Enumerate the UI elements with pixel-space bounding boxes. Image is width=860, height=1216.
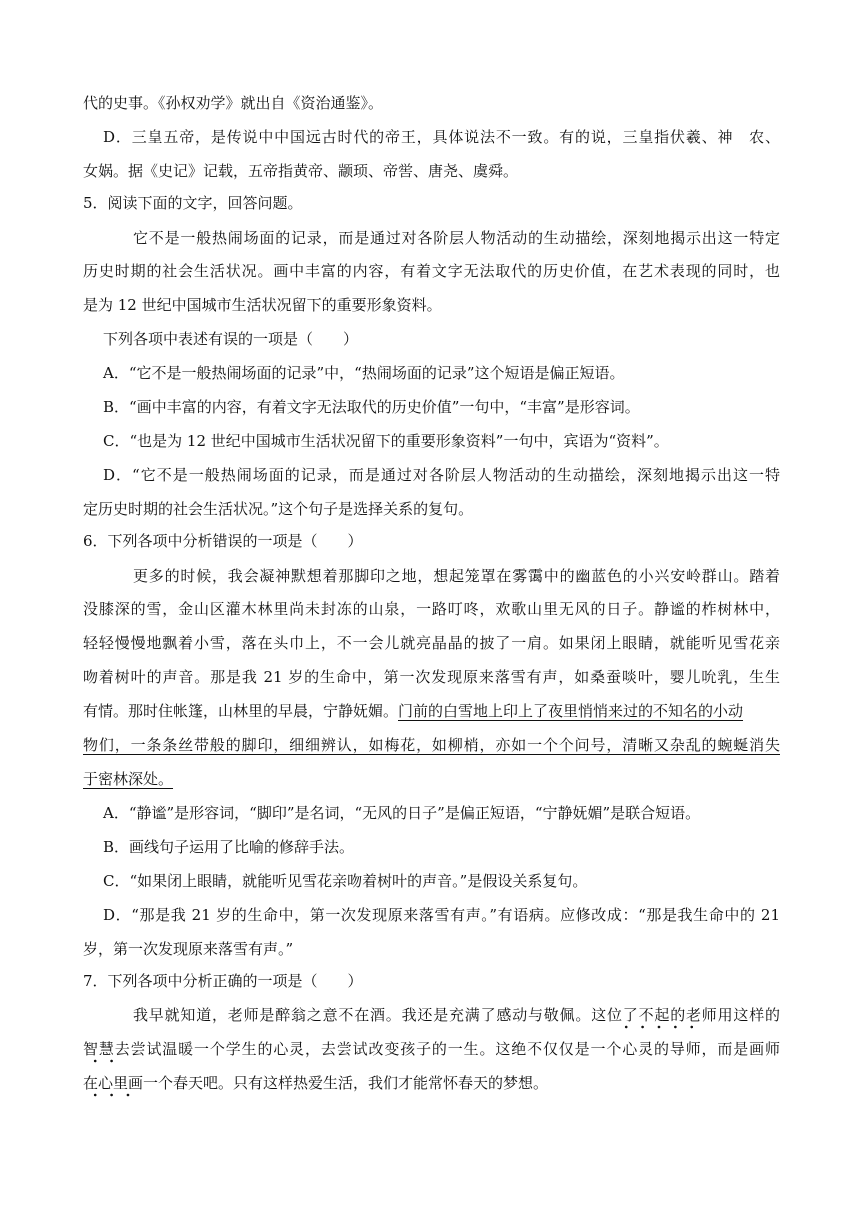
text: 没膝深的雪，金山区灌木林里尚未封冻的山泉，一路叮咚，欢歌山里无风的日子。静谧的柞树林中， (83, 600, 780, 618)
option-line (0, 796, 860, 830)
text: 我早就知道，老师是醉翁之意不在酒。我还是充满了感动与敬佩。这位了不起的老师用这样的 (133, 1006, 780, 1024)
text: 轻轻慢慢地飘着小雪，落在头巾上，不一会儿就亮晶晶的披了一肩。如果闭上眼睛，就能听见雪花亲 (83, 634, 780, 652)
text: 女娲。据《史记》记载，五帝指黄帝、颛顼、帝喾、唐尧、虞舜。 (83, 162, 519, 180)
emphasis-dots (83, 1093, 133, 1097)
passage-line (0, 288, 860, 322)
option-line (0, 932, 860, 966)
option-b: B．画线句子运用了比喻的修辞手法。 (103, 838, 355, 856)
passage-line (0, 1066, 860, 1100)
question-7: 7．下列各项中分析正确的一项是（ ） (83, 972, 363, 990)
text-line (0, 86, 860, 120)
question-line (0, 524, 860, 558)
text: 更多的时候，我会凝神默想着那脚印之地，想起笼罩在雾霭中的幽蓝色的小兴安岭群山。踏着 (133, 567, 780, 585)
text: 智慧去尝试温暖一个学生的心灵，去尝试改变孩子的一生。这绝不仅仅是一个心灵的导师，而是画师 (83, 1040, 780, 1058)
emphasis-dots (83, 1059, 115, 1063)
option-a: A．“它不是一般热闹场面的记录”中，“热闹场面的记录”这个短语是偏正短语。 (103, 364, 625, 382)
text: 在心里画一个春天吧。只有这样热爱生活，我们才能常怀春天的梦想。 (83, 1074, 549, 1092)
option-line (0, 390, 860, 424)
option-line (0, 356, 860, 390)
passage-line (0, 762, 860, 796)
text-line (0, 154, 860, 188)
text: 历史时期的社会生活状况。画中丰富的内容，有着文字无法取代的历史价值，在艺术表现的同时，也 (83, 262, 780, 280)
underlined-sentence: 于密林深处。 (83, 770, 174, 788)
question-line (0, 322, 860, 356)
option-c: C．“也是为 12 世纪中国城市生活状况留下的重要形象资料”一句中，宾语为“资料”。 (103, 432, 669, 450)
passage-line (0, 626, 860, 660)
option-line (0, 830, 860, 864)
underlined-sentence: 门前的白雪地上印上了夜里悄悄来过的不知名的小动 (398, 702, 744, 720)
emphasis-dots (614, 1025, 698, 1029)
text: 代的史事。《孙权劝学》就出自《资治通鉴》。 (83, 94, 384, 112)
passage-line (0, 592, 860, 626)
question-line (0, 964, 860, 998)
option-line (0, 120, 860, 154)
text: 它不是一般热闹场面的记录，而是通过对各阶层人物活动的生动描绘，深刻地揭示出这一特定 (133, 229, 780, 247)
passage-line (0, 254, 860, 288)
text: 岁，第一次发现原来落雪有声。” (83, 940, 294, 958)
text: 吻着树叶的声音。那是我 21 岁的生命中，第一次发现原来落雪有声，如桑蚕啖叶，婴儿吮乳，生生 (83, 668, 780, 686)
option-b: B．“画中丰富的内容，有着文字无法取代的历史价值”一句中，“丰富”是形容词。 (103, 398, 640, 416)
passage-line (0, 1032, 860, 1066)
text: 下列各项中表述有误的一项是（ ） (103, 330, 359, 348)
option-line (0, 424, 860, 458)
question-line (0, 186, 860, 220)
underlined-sentence: 物们，一条条丝带般的脚印，细细辨认，如梅花，如柳梢，亦如一个个问号，清晰又杂乱的蜿蜒消失 (83, 736, 780, 754)
option-a: A．“静谧”是形容词，“脚印”是名词，“无风的日子”是偏正短语，“宁静妩媚”是联合短语。 (103, 804, 701, 822)
passage-line (0, 559, 860, 593)
passage-line (0, 998, 860, 1032)
option-line (0, 864, 860, 898)
text: 定历史时期的社会生活状况。”这个句子是选择关系的复句。 (83, 500, 474, 518)
question-6: 6．下列各项中分析错误的一项是（ ） (83, 532, 363, 550)
passage-line (0, 728, 860, 762)
question-5: 5．阅读下面的文字，回答问题。 (83, 194, 303, 212)
option-d: D．“那是我 21 岁的生命中，第一次发现原来落雪有声。”有语病。应修改成：“那是我生命中的 21 (103, 906, 780, 924)
option-c: C．“如果闭上眼睛，就能听见雪花亲吻着树叶的声音。”是假设关系复句。 (103, 872, 588, 890)
option-line (0, 898, 860, 932)
text: 是为 12 世纪中国城市生活状况留下的重要形象资料。 (83, 296, 442, 314)
passage-line (0, 694, 860, 728)
text: D．三皇五帝，是传说中中国远古时代的帝王，具体说法不一致。有的说，三皇指伏羲、神 农、 (103, 128, 780, 146)
option-line (0, 492, 860, 526)
passage-line (0, 660, 860, 694)
text: 有情。那时住帐篷，山林里的早晨，宁静妩媚。 (83, 702, 399, 720)
passage-line (0, 221, 860, 255)
option-d: D．“它不是一般热闹场面的记录，而是通过对各阶层人物活动的生动描绘，深刻地揭示出这一特 (103, 466, 780, 484)
option-line (0, 458, 860, 492)
